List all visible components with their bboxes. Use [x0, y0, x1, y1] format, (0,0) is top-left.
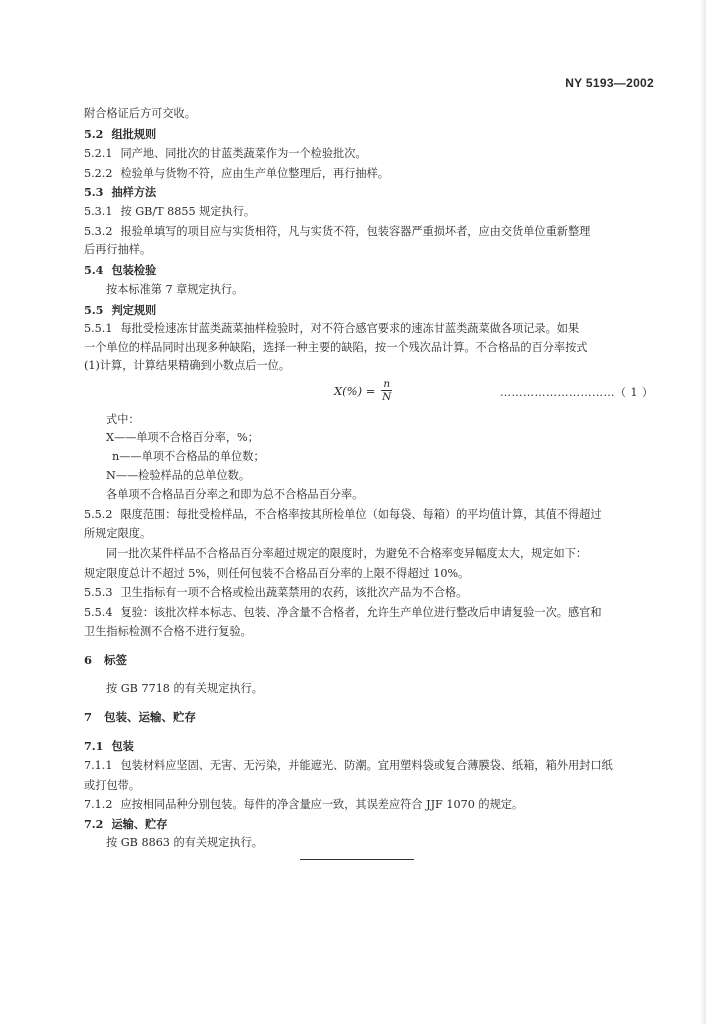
- clause-number: 5.5.2: [84, 508, 113, 521]
- formula-fraction: [381, 378, 392, 404]
- chapter-7-heading: [84, 709, 658, 725]
- section-5-3-heading: [84, 184, 658, 200]
- clause-text: 卫生指标有一项不合格或检出蔬菜禁用的农药，该批次产品为不合格。: [120, 586, 468, 599]
- section-title: 判定规则: [111, 303, 157, 317]
- clause-5-3-1: [84, 204, 658, 220]
- clause-7-1-2: [84, 797, 658, 813]
- section-number: 5.5: [84, 303, 104, 317]
- clause-text: 报验单填写的项目应与实货相符，凡与实货不符，包装容器严重损坏者，应由交货单位重新整理: [120, 225, 591, 238]
- clause-5-5-2-cont: 同一批次某件样品不合格品百分率超过规定的限度时，为避免不合格率变异幅度太大，规定如下：: [106, 547, 588, 560]
- formula-denominator: N: [382, 391, 392, 403]
- clause-7-1-1: [84, 758, 658, 774]
- clause-5-3-2: [84, 224, 658, 240]
- formula-lhs: X(%) =: [334, 384, 376, 398]
- clause-number: 7.1.1: [84, 759, 113, 772]
- section-number: 7.2: [84, 817, 104, 831]
- section-number: 7.1: [84, 739, 104, 753]
- section-title: 包装: [111, 739, 134, 753]
- section-5-4-text: 按本标准第 7 章规定执行。: [106, 283, 244, 296]
- clause-5-5-2-cont: 规定限度总计不超过 5%，则任何包装不合格品百分率的上限不得超过 10%。: [84, 567, 470, 580]
- section-title: 抽样方法: [111, 185, 157, 199]
- chapter-number: 6: [84, 653, 93, 667]
- sum-note: 各单项不合格品百分率之和即为总不合格品百分率。: [106, 488, 364, 501]
- clause-text: 每批受检速冻甘蓝类蔬菜抽样检验时，对不符合感官要求的速冻甘蓝类蔬菜做各项记录。如果: [120, 322, 580, 335]
- clause-5-2-2: [84, 166, 658, 182]
- clause-5-2-1: [84, 146, 658, 162]
- clause-text: 同产地、同批次的甘蓝类蔬菜作为一个检验批次。: [120, 147, 367, 160]
- clause-5-5-1-cont: (1)计算，计算结果精确到小数点后一位。: [84, 359, 291, 372]
- formula-numerator: n: [383, 378, 391, 390]
- clause-number: 5.2.2: [84, 167, 113, 180]
- scan-edge-shadow: [700, 0, 706, 1024]
- clause-5-5-3: [84, 585, 658, 601]
- chapter-6-heading: [84, 652, 658, 668]
- chapter-title: 包装、运输、贮存: [104, 710, 197, 724]
- section-number: 5.3: [84, 185, 104, 199]
- chapter-title: 标签: [104, 653, 128, 667]
- section-number: 5.4: [84, 263, 104, 277]
- clause-number: 5.5.3: [84, 586, 113, 599]
- formula-1: [334, 378, 392, 404]
- clause-text: 检验单与货物不符，应由生产单位整理后，再行抽样。: [120, 167, 389, 180]
- clause-5-5-4: [84, 605, 658, 621]
- clause-number: 7.1.2: [84, 798, 113, 811]
- clause-text: 限度范围：每批受检样品，不合格率按其所检单位（如每袋、每箱）的平均值计算，其值不得超过: [120, 508, 602, 521]
- clause-5-5-1-cont: 一个单位的样品同时出现多种缺陷，选择一种主要的缺陷，按一个残次品计算。不合格品的百分率按式: [84, 341, 588, 354]
- end-rule: [300, 859, 414, 860]
- clause-number: 5.3.1: [84, 205, 113, 218]
- formula-number: …………………………（ 1 ）: [500, 386, 654, 399]
- clause-number: 5.3.2: [84, 225, 113, 238]
- clause-number: 5.5.4: [84, 606, 113, 619]
- standard-number: NY 5193—2002: [565, 76, 654, 90]
- definition-N: N——检验样品的总单位数。: [106, 469, 251, 482]
- clause-5-5-2-cont: 所规定限度。: [84, 527, 152, 540]
- section-5-4-heading: [84, 262, 658, 278]
- clause-7-1-1-cont: 或打包带。: [84, 779, 140, 792]
- section-title: 包装检验: [111, 263, 157, 277]
- clause-text: 应按相同品种分别包装。每件的净含量应一致，其误差应符合 JJF 1070 的规定。: [120, 798, 524, 811]
- section-title: 运输、贮存: [111, 817, 168, 831]
- section-7-2-text: 按 GB 8863 的有关规定执行。: [106, 836, 263, 849]
- clause-5-5-2: [84, 507, 658, 523]
- section-5-2-heading: [84, 126, 658, 142]
- clause-5-3-2-cont: 后再行抽样。: [84, 243, 152, 256]
- clause-number: 5.5.1: [84, 322, 113, 335]
- clause-number: 5.2.1: [84, 147, 113, 160]
- section-title: 组批规则: [111, 127, 157, 141]
- clause-text: 按 GB/T 8855 规定执行。: [120, 205, 256, 218]
- paragraph: 附合格证后方可交收。: [84, 107, 196, 120]
- where-label: 式中：: [106, 413, 140, 426]
- section-7-2-heading: [84, 816, 658, 832]
- definition-n: n——单项不合格品的单位数；: [112, 450, 265, 463]
- section-number: 5.2: [84, 127, 104, 141]
- clause-text: 复验：该批次样本标志、包装、净含量不合格者，允许生产单位进行整改后申请复验一次。感官和: [120, 606, 602, 619]
- section-7-1-heading: [84, 738, 658, 754]
- clause-5-5-4-cont: 卫生指标检测不合格不进行复验。: [84, 625, 252, 638]
- clause-5-5-1: [84, 321, 658, 337]
- chapter-number: 7: [84, 710, 93, 724]
- section-5-5-heading: [84, 302, 658, 318]
- clause-text: 包装材料应坚固、无害、无污染，并能遮光、防潮。宜用塑料袋或复合薄膜袋、纸箱，箱外用封口纸: [120, 759, 613, 772]
- chapter-6-text: 按 GB 7718 的有关规定执行。: [106, 682, 263, 695]
- definition-x: X——单项不合格百分率，%；: [106, 431, 259, 444]
